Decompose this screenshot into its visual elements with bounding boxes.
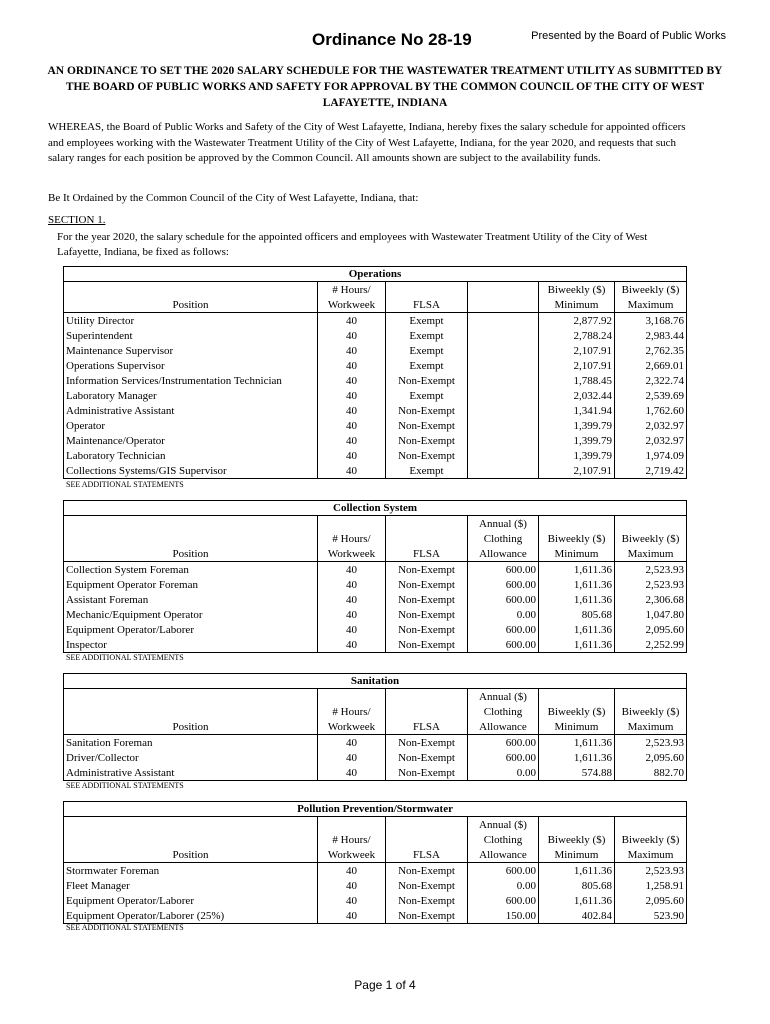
ordinance-title: Ordinance No 28-19 <box>312 30 472 49</box>
col-hours: Workweek <box>318 719 386 735</box>
position-cell: Administrative Assistant <box>64 765 318 781</box>
col-min: Minimum <box>539 847 615 863</box>
maximum-cell: 3,168.76 <box>615 313 687 329</box>
table-row <box>64 908 687 924</box>
position-cell: Maintenance Supervisor <box>64 343 318 358</box>
position-cell: Assistant Foreman <box>64 592 318 607</box>
collection-table <box>63 500 687 653</box>
table-row <box>64 607 687 622</box>
flsa-cell: Exempt <box>386 343 468 358</box>
table-row <box>64 343 687 358</box>
position-cell: Maintenance/Operator <box>64 433 318 448</box>
operations-title: Operations <box>64 267 687 282</box>
minimum-cell: 2,107.91 <box>539 358 615 373</box>
table-row <box>64 418 687 433</box>
maximum-cell: 2,252.99 <box>615 637 687 653</box>
position-cell: Utility Director <box>64 313 318 329</box>
table-row <box>64 358 687 373</box>
clothing-cell: 0.00 <box>468 607 539 622</box>
flsa-cell: Non-Exempt <box>386 607 468 622</box>
position-cell: Equipment Operator/Laborer <box>64 893 318 908</box>
col-max: Biweekly ($) <box>615 832 687 847</box>
hours-cell: 40 <box>318 328 386 343</box>
hours-cell: 40 <box>318 577 386 592</box>
minimum-cell: 1,611.36 <box>539 562 615 578</box>
minimum-cell: 1,611.36 <box>539 592 615 607</box>
minimum-cell: 1,611.36 <box>539 735 615 751</box>
maximum-cell: 2,983.44 <box>615 328 687 343</box>
table-row <box>64 313 687 329</box>
col-max: Maximum <box>615 297 687 313</box>
col-clothing: Annual ($) <box>468 689 539 705</box>
position-cell: Collections Systems/GIS Supervisor <box>64 463 318 479</box>
maximum-cell: 2,523.93 <box>615 863 687 879</box>
flsa-cell: Exempt <box>386 328 468 343</box>
clothing-cell: 600.00 <box>468 592 539 607</box>
maximum-cell: 2,762.35 <box>615 343 687 358</box>
hours-cell: 40 <box>318 448 386 463</box>
flsa-cell: Non-Exempt <box>386 622 468 637</box>
hours-cell: 40 <box>318 622 386 637</box>
col-max: Maximum <box>615 719 687 735</box>
position-cell: Collection System Foreman <box>64 562 318 578</box>
col-hours: Workweek <box>318 546 386 562</box>
minimum-cell: 805.68 <box>539 878 615 893</box>
minimum-cell: 1,399.79 <box>539 448 615 463</box>
flsa-cell: Non-Exempt <box>386 418 468 433</box>
ordinance-heading: AN ORDINANCE TO SET THE 2020 SALARY SCHEDULE FOR THE WASTEWATER TREATMENT UTILITY AS SUBMITTED BY THE BOARD OF PUBLIC WORKS AND SAFETY FOR APPROVAL BY THE COMMON COUNCIL OF THE CITY OF WEST LAFAYETTE, INDIANA <box>47 65 723 109</box>
col-flsa: FLSA <box>386 546 468 562</box>
clothing-cell: 600.00 <box>468 577 539 592</box>
minimum-cell: 1,611.36 <box>539 750 615 765</box>
maximum-cell: 2,523.93 <box>615 562 687 578</box>
hours-cell: 40 <box>318 313 386 329</box>
col-clothing: Clothing <box>468 832 539 847</box>
table-row <box>64 863 687 879</box>
table-row <box>64 622 687 637</box>
col-min: Biweekly ($) <box>539 282 615 298</box>
ordained-line: Be It Ordained by the Common Council of the City of West Lafayette, Indiana, that: <box>48 192 419 204</box>
minimum-cell: 1,788.45 <box>539 373 615 388</box>
table-row <box>64 388 687 403</box>
hours-cell: 40 <box>318 908 386 924</box>
flsa-cell: Non-Exempt <box>386 735 468 751</box>
minimum-cell: 574.88 <box>539 765 615 781</box>
maximum-cell: 1,762.60 <box>615 403 687 418</box>
sanitation-table <box>63 673 687 781</box>
position-cell: Operator <box>64 418 318 433</box>
maximum-cell: 2,095.60 <box>615 750 687 765</box>
minimum-cell: 1,399.79 <box>539 433 615 448</box>
table-row <box>64 403 687 418</box>
col-clothing: Clothing <box>468 704 539 719</box>
clothing-cell: 600.00 <box>468 863 539 879</box>
minimum-cell: 402.84 <box>539 908 615 924</box>
col-position: Position <box>64 297 318 313</box>
table-row <box>64 893 687 908</box>
position-cell: Information Services/Instrumentation Technician <box>64 373 318 388</box>
hours-cell: 40 <box>318 592 386 607</box>
col-hours: # Hours/ <box>318 531 386 546</box>
hours-cell: 40 <box>318 343 386 358</box>
flsa-cell: Non-Exempt <box>386 765 468 781</box>
see-additional-note: SEE ADDITIONAL STATEMENTS <box>66 653 184 662</box>
col-hours: # Hours/ <box>318 704 386 719</box>
col-position: Position <box>64 847 318 863</box>
collection-title: Collection System <box>64 501 687 516</box>
table-row <box>64 765 687 781</box>
maximum-cell: 2,322.74 <box>615 373 687 388</box>
minimum-cell: 1,611.36 <box>539 893 615 908</box>
col-hours: Workweek <box>318 297 386 313</box>
clothing-cell: 0.00 <box>468 765 539 781</box>
hours-cell: 40 <box>318 607 386 622</box>
col-max: Biweekly ($) <box>615 531 687 546</box>
clothing-cell <box>468 328 539 343</box>
table-row <box>64 328 687 343</box>
clothing-cell: 600.00 <box>468 622 539 637</box>
section-title: SECTION 1. <box>48 214 106 226</box>
maximum-cell: 2,523.93 <box>615 735 687 751</box>
position-cell: Laboratory Technician <box>64 448 318 463</box>
hours-cell: 40 <box>318 388 386 403</box>
presented-by: Presented by the Board of Public Works <box>531 30 726 42</box>
position-cell: Equipment Operator/Laborer <box>64 622 318 637</box>
col-min: Minimum <box>539 546 615 562</box>
clothing-cell: 600.00 <box>468 893 539 908</box>
clothing-cell: 600.00 <box>468 750 539 765</box>
clothing-cell <box>468 448 539 463</box>
col-clothing: Allowance <box>468 719 539 735</box>
minimum-cell: 2,032.44 <box>539 388 615 403</box>
clothing-cell <box>468 313 539 329</box>
flsa-cell: Non-Exempt <box>386 433 468 448</box>
col-clothing: Clothing <box>468 531 539 546</box>
position-cell: Administrative Assistant <box>64 403 318 418</box>
hours-cell: 40 <box>318 863 386 879</box>
table-row <box>64 373 687 388</box>
col-min: Biweekly ($) <box>539 704 615 719</box>
maximum-cell: 2,095.60 <box>615 622 687 637</box>
clothing-cell <box>468 418 539 433</box>
stormwater-table <box>63 801 687 924</box>
page-number: Page 1 of 4 <box>354 978 416 992</box>
minimum-cell: 1,399.79 <box>539 418 615 433</box>
hours-cell: 40 <box>318 750 386 765</box>
flsa-cell: Exempt <box>386 313 468 329</box>
position-cell: Stormwater Foreman <box>64 863 318 879</box>
flsa-cell: Exempt <box>386 358 468 373</box>
hours-cell: 40 <box>318 735 386 751</box>
clothing-cell <box>468 388 539 403</box>
table-row <box>64 750 687 765</box>
col-position: Position <box>64 546 318 562</box>
flsa-cell: Exempt <box>386 388 468 403</box>
minimum-cell: 805.68 <box>539 607 615 622</box>
position-cell: Equipment Operator/Laborer (25%) <box>64 908 318 924</box>
minimum-cell: 1,341.94 <box>539 403 615 418</box>
stormwater-title: Pollution Prevention/Stormwater <box>64 802 687 817</box>
col-clothing: Allowance <box>468 546 539 562</box>
minimum-cell: 2,877.92 <box>539 313 615 329</box>
maximum-cell: 2,306.68 <box>615 592 687 607</box>
whereas-paragraph: WHEREAS, the Board of Public Works and Safety of the City of West Lafayette, Indiana, hereby fixes the salary schedule for appointed officers and employees working with the Wastewater Treatment Utility of the City of West Lafayette, Indiana, for the year 2020, and requests that such salary ranges for each position be approved by the Common Council. All amounts shown are subject to the availability funds. <box>48 121 686 164</box>
flsa-cell: Non-Exempt <box>386 403 468 418</box>
clothing-cell: 600.00 <box>468 637 539 653</box>
col-flsa: FLSA <box>386 847 468 863</box>
maximum-cell: 2,032.97 <box>615 418 687 433</box>
col-min: Minimum <box>539 297 615 313</box>
position-cell: Laboratory Manager <box>64 388 318 403</box>
hours-cell: 40 <box>318 765 386 781</box>
operations-table <box>63 266 687 479</box>
col-max: Maximum <box>615 847 687 863</box>
maximum-cell: 2,539.69 <box>615 388 687 403</box>
clothing-cell: 150.00 <box>468 908 539 924</box>
maximum-cell: 2,669.01 <box>615 358 687 373</box>
col-max: Biweekly ($) <box>615 704 687 719</box>
col-flsa: FLSA <box>386 297 468 313</box>
table-row <box>64 433 687 448</box>
hours-cell: 40 <box>318 403 386 418</box>
position-cell: Sanitation Foreman <box>64 735 318 751</box>
maximum-cell: 2,523.93 <box>615 577 687 592</box>
clothing-cell <box>468 373 539 388</box>
see-additional-note: SEE ADDITIONAL STATEMENTS <box>66 781 184 790</box>
minimum-cell: 2,107.91 <box>539 343 615 358</box>
table-row <box>64 637 687 653</box>
clothing-cell: 0.00 <box>468 878 539 893</box>
maximum-cell: 1,974.09 <box>615 448 687 463</box>
col-hours: # Hours/ <box>318 832 386 847</box>
maximum-cell: 1,258.91 <box>615 878 687 893</box>
see-additional-note: SEE ADDITIONAL STATEMENTS <box>66 480 184 489</box>
see-additional-note: SEE ADDITIONAL STATEMENTS <box>66 923 184 932</box>
hours-cell: 40 <box>318 878 386 893</box>
flsa-cell: Non-Exempt <box>386 448 468 463</box>
flsa-cell: Non-Exempt <box>386 878 468 893</box>
col-max: Biweekly ($) <box>615 282 687 298</box>
maximum-cell: 2,095.60 <box>615 893 687 908</box>
clothing-cell: 600.00 <box>468 562 539 578</box>
table-row <box>64 735 687 751</box>
minimum-cell: 1,611.36 <box>539 637 615 653</box>
flsa-cell: Non-Exempt <box>386 893 468 908</box>
hours-cell: 40 <box>318 373 386 388</box>
flsa-cell: Non-Exempt <box>386 863 468 879</box>
minimum-cell: 2,788.24 <box>539 328 615 343</box>
table-row <box>64 592 687 607</box>
hours-cell: 40 <box>318 358 386 373</box>
maximum-cell: 882.70 <box>615 765 687 781</box>
col-position: Position <box>64 719 318 735</box>
minimum-cell: 2,107.91 <box>539 463 615 479</box>
table-row <box>64 562 687 578</box>
col-min: Biweekly ($) <box>539 832 615 847</box>
section-text: For the year 2020, the salary schedule for the appointed officers and employees with Wastewater Treatment Utility of the City of West Lafayette, Indiana, be fixed as follows: <box>57 231 648 258</box>
col-clothing: Annual ($) <box>468 516 539 532</box>
hours-cell: 40 <box>318 463 386 479</box>
flsa-cell: Non-Exempt <box>386 637 468 653</box>
col-hours: Workweek <box>318 847 386 863</box>
minimum-cell: 1,611.36 <box>539 577 615 592</box>
clothing-cell: 600.00 <box>468 735 539 751</box>
col-flsa: FLSA <box>386 719 468 735</box>
col-hours: # Hours/ <box>318 282 386 298</box>
minimum-cell: 1,611.36 <box>539 622 615 637</box>
flsa-cell: Exempt <box>386 463 468 479</box>
col-clothing: Allowance <box>468 847 539 863</box>
position-cell: Equipment Operator Foreman <box>64 577 318 592</box>
flsa-cell: Non-Exempt <box>386 908 468 924</box>
hours-cell: 40 <box>318 562 386 578</box>
table-row <box>64 448 687 463</box>
col-min: Biweekly ($) <box>539 531 615 546</box>
table-row <box>64 878 687 893</box>
col-max: Maximum <box>615 546 687 562</box>
minimum-cell: 1,611.36 <box>539 863 615 879</box>
position-cell: Inspector <box>64 637 318 653</box>
col-clothing: Annual ($) <box>468 817 539 833</box>
hours-cell: 40 <box>318 893 386 908</box>
maximum-cell: 523.90 <box>615 908 687 924</box>
flsa-cell: Non-Exempt <box>386 592 468 607</box>
clothing-cell <box>468 403 539 418</box>
position-cell: Driver/Collector <box>64 750 318 765</box>
hours-cell: 40 <box>318 637 386 653</box>
table-row <box>64 577 687 592</box>
hours-cell: 40 <box>318 433 386 448</box>
col-min: Minimum <box>539 719 615 735</box>
flsa-cell: Non-Exempt <box>386 577 468 592</box>
clothing-cell <box>468 343 539 358</box>
position-cell: Fleet Manager <box>64 878 318 893</box>
clothing-cell <box>468 358 539 373</box>
position-cell: Operations Supervisor <box>64 358 318 373</box>
maximum-cell: 2,719.42 <box>615 463 687 479</box>
maximum-cell: 1,047.80 <box>615 607 687 622</box>
hours-cell: 40 <box>318 418 386 433</box>
position-cell: Mechanic/Equipment Operator <box>64 607 318 622</box>
position-cell: Superintendent <box>64 328 318 343</box>
clothing-cell <box>468 463 539 479</box>
flsa-cell: Non-Exempt <box>386 562 468 578</box>
sanitation-title: Sanitation <box>64 674 687 689</box>
flsa-cell: Non-Exempt <box>386 373 468 388</box>
clothing-cell <box>468 433 539 448</box>
maximum-cell: 2,032.97 <box>615 433 687 448</box>
flsa-cell: Non-Exempt <box>386 750 468 765</box>
table-row <box>64 463 687 479</box>
